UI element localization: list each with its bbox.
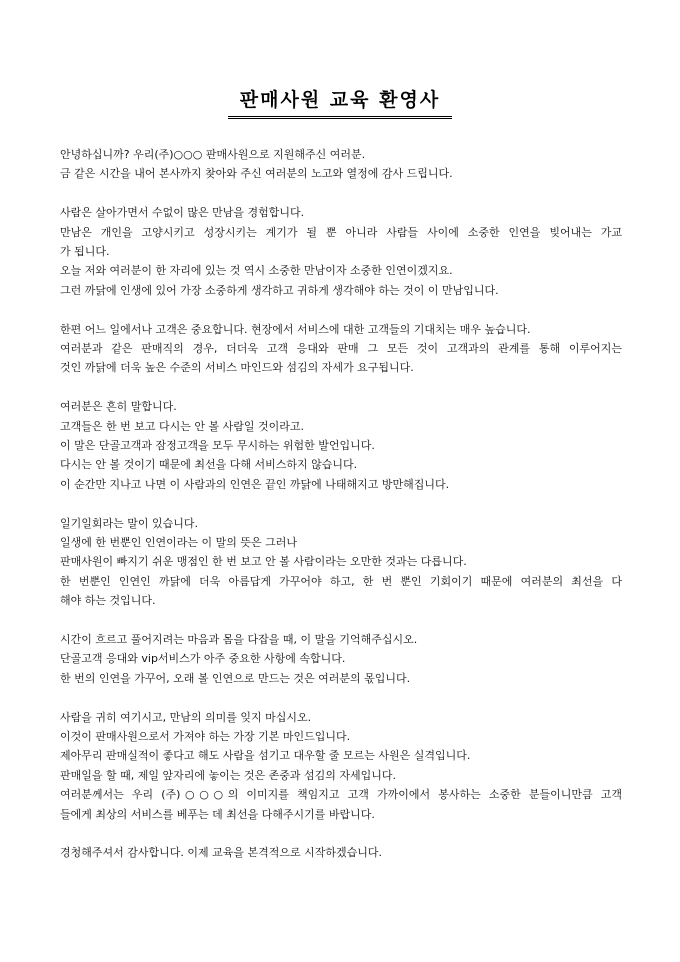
text-line: 시간이 흐르고 풀어지려는 마음과 몸을 다잡을 때, 이 말을 기억해주십시오.	[60, 633, 418, 647]
paragraph	[60, 203, 622, 300]
text-line: 일기일회라는 말이 있습니다.	[60, 516, 199, 530]
document-title: 판매사원 교육 환영사	[228, 88, 452, 119]
paragraph	[60, 630, 622, 688]
text-line: 이 순간만 지나고 나면 이 사람과의 인연은 끝인 까닭에 나태해지고 방만해집니다.	[60, 477, 450, 491]
paragraph	[60, 843, 622, 862]
paragraph	[60, 514, 622, 611]
text-line: 사람을 귀히 여기시고, 만남의 의미를 잊지 마십시오.	[60, 710, 312, 724]
text-line: 그런 까닭에 인생에 있어 가장 소중하게 생각하고 귀하게 생각해야 하는 것이 이 만남입니다.	[60, 283, 499, 297]
text-line: 사람은 살아가면서 수없이 많은 만남을 경험합니다.	[60, 206, 305, 220]
paragraph	[60, 708, 622, 824]
text-line: 제아무리 판매실적이 좋다고 해도 사람을 섬기고 대우할 줄 모르는 사원은 실격입니다.	[60, 749, 471, 763]
text-line: 여러분께서는 우리 (주)○○○의 이미지를 책임지고 고객 가까이에서 봉사하는 소중한 분들이니만큼 고객	[60, 788, 622, 802]
title-container	[0, 88, 680, 119]
paragraph	[60, 145, 622, 184]
text-line: 한편 어느 일에서나 고객은 중요합니다. 현장에서 서비스에 대한 고객들의 기대치는 매우 높습니다.	[60, 322, 531, 336]
text-line: 판매일을 할 때, 제일 앞자리에 놓이는 것은 존중과 섬김의 자세입니다.	[60, 768, 396, 782]
text-line: 만남은 개인을 고양시키고 성장시키는 계기가 될 뿐 아니라 사람들 사이에 소중한 인연을 빚어내는 가교	[60, 225, 622, 239]
text-line: 해야 하는 것입니다.	[60, 594, 156, 608]
paragraph	[60, 397, 622, 494]
paragraph	[60, 320, 622, 378]
text-line: 여러분은 흔히 말합니다.	[60, 400, 177, 414]
text-line: 것인 까닭에 더욱 높은 수준의 서비스 마인드와 섬김의 자세가 요구됩니다.	[60, 361, 414, 375]
text-line: 이 말은 단골고객과 잠정고객을 모두 무시하는 위험한 발언입니다.	[60, 439, 375, 453]
text-line: 여러분과 같은 판매직의 경우, 더더욱 고객 응대와 판매 그 모든 것이 고객과의 관계를 통해 이루어지는	[60, 342, 622, 356]
text-line: 한 번의 인연을 가꾸어, 오래 볼 인연으로 만드는 것은 여러분의 몫입니다.	[60, 671, 411, 685]
text-line: 금 같은 시간을 내어 본사까지 찾아와 주신 여러분의 노고와 열정에 감사 드립니다.	[60, 167, 453, 181]
text-line: 판매사원이 빠지기 쉬운 맹점인 한 번 보고 안 볼 사람이라는 오만한 것과는 다릅니다.	[60, 555, 467, 569]
text-line: 이것이 판매사원으로서 가져야 하는 가장 기본 마인드입니다.	[60, 730, 351, 744]
text-line: 일생에 한 번뿐인 인연이라는 이 말의 뜻은 그러나	[60, 536, 297, 550]
text-line: 단골고객 응대와 vip서비스가 아주 중요한 사항에 속합니다.	[60, 652, 346, 666]
document-body	[60, 145, 622, 882]
text-line: 경청해주셔서 감사합니다. 이제 교육을 본격적으로 시작하겠습니다.	[60, 846, 383, 860]
text-line: 오늘 저와 여러분이 한 자리에 있는 것 역시 소중한 만남이자 소중한 인연이겠지요.	[60, 264, 453, 278]
text-line: 들에게 최상의 서비스를 베푸는 데 최선을 다해주시기를 바랍니다.	[60, 807, 375, 821]
text-line: 가 됩니다.	[60, 245, 110, 258]
text-line: 고객들은 한 번 보고 다시는 안 볼 사람일 것이라고.	[60, 419, 304, 433]
text-line: 다시는 안 볼 것이기 때문에 최선을 다해 서비스하지 않습니다.	[60, 458, 358, 472]
text-line: 한 번뿐인 인연인 까닭에 더욱 아름답게 가꾸어야 하고, 한 번 뿐인 기회이기 때문에 여러분의 최선을 다	[60, 574, 622, 588]
text-line: 안녕하십니까? 우리(주)○○○ 판매사원으로 지원해주신 여러분.	[60, 148, 366, 161]
